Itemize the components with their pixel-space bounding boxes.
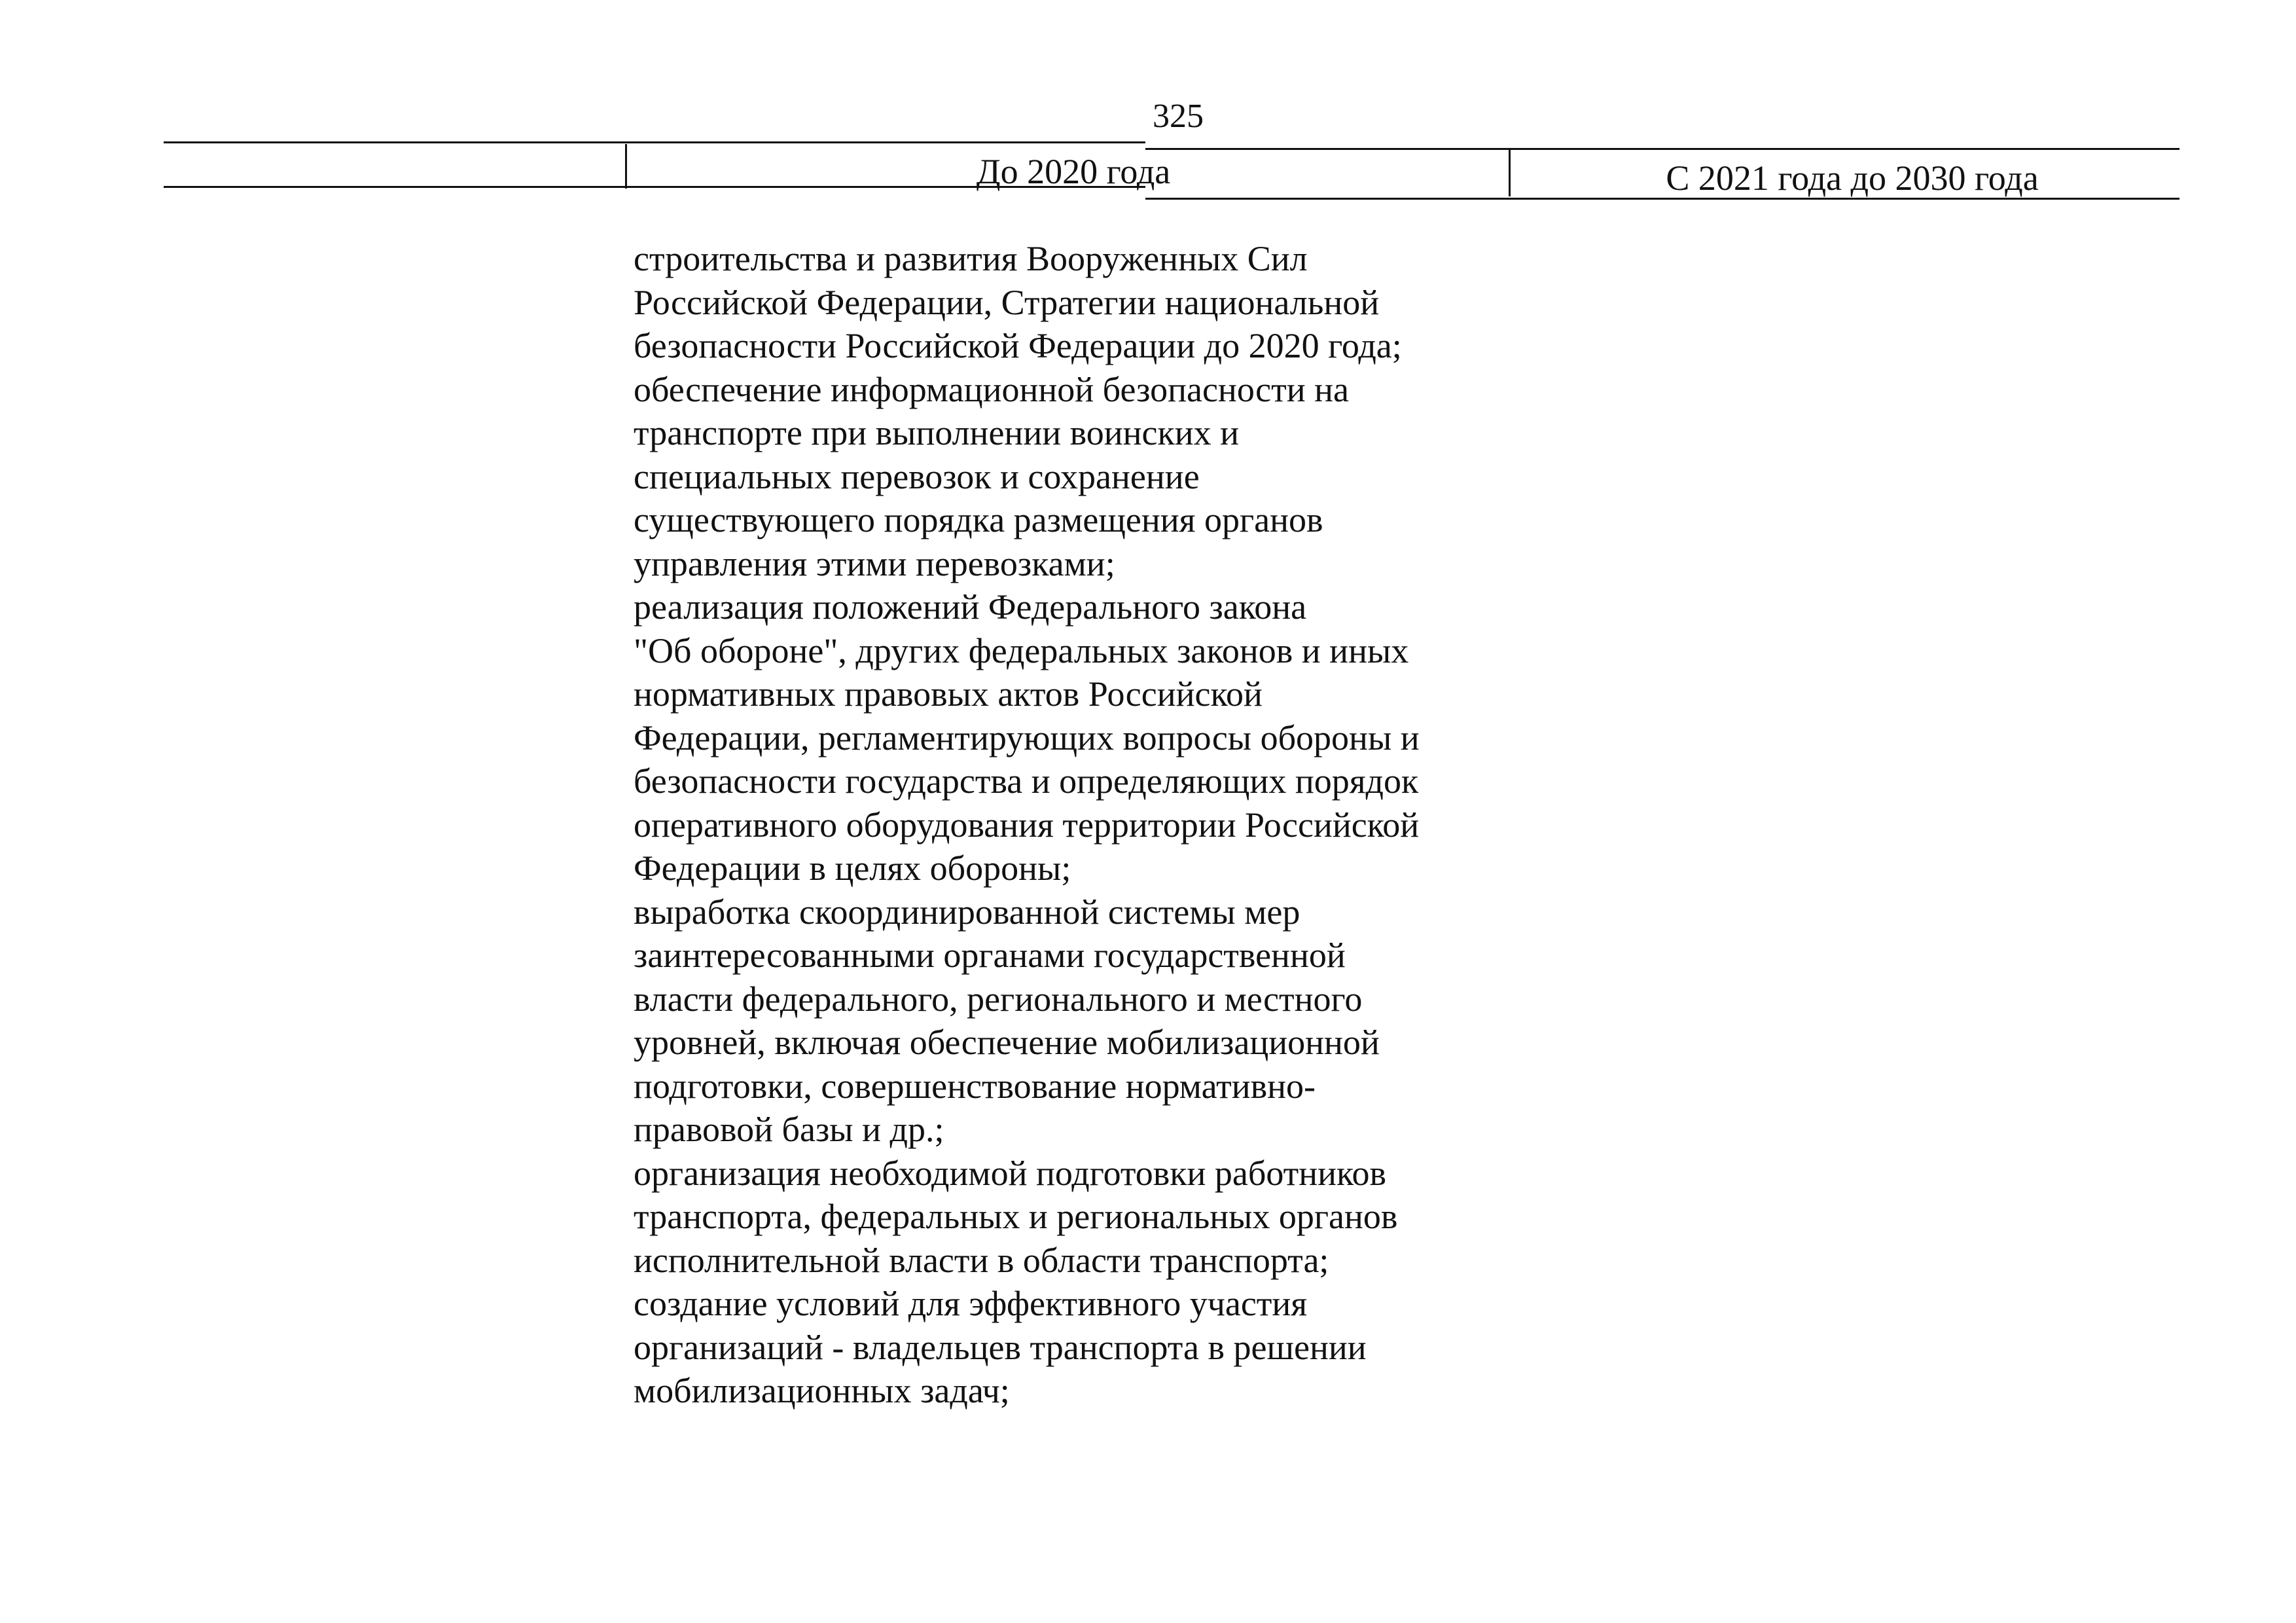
text-line: правовой базы и др.; [634, 1110, 944, 1149]
text-line: выработка скоординированной системы мер [634, 892, 1300, 932]
text-line: организаций - владельцев транспорта в решении [634, 1327, 1367, 1367]
text-line: реализация положений Федерального закона [634, 587, 1307, 627]
text-line: транспорта, федеральных и региональных органов [634, 1197, 1398, 1236]
main-text [634, 237, 1537, 1413]
text-line: уровней, включая обеспечение мобилизационной [634, 1023, 1380, 1062]
header-top-rule-right [1145, 148, 2179, 150]
text-line: организация необходимой подготовки работников [634, 1153, 1387, 1193]
text-line: существующего порядка размещения органов [634, 500, 1323, 539]
column-header-2021-2030: С 2021 года до 2030 года [1666, 158, 2039, 198]
text-line: "Об обороне", других федеральных законов и иных [634, 630, 1409, 670]
text-line: обеспечение информационной безопасности на [634, 369, 1349, 409]
header-top-rule-left [164, 141, 1145, 143]
page-number: 325 [1153, 98, 1204, 135]
column-divider-2 [1509, 149, 1511, 196]
text-line: подготовки, совершенствование нормативно- [634, 1066, 1316, 1106]
header-bottom-rule-right [1145, 198, 2179, 200]
text-line: заинтересованными органами государственной [634, 936, 1346, 975]
column-header-until-2020: До 2020 года [976, 152, 1171, 191]
text-line: мобилизационных задач; [634, 1371, 1010, 1410]
table-header [0, 0, 2296, 210]
text-line: Федерации, регламентирующих вопросы обороны и [634, 718, 1420, 757]
text-line: управления этими перевозками; [634, 543, 1115, 583]
text-line: специальных перевозок и сохранение [634, 456, 1200, 496]
column-divider-1 [625, 144, 627, 189]
text-line: Российской Федерации, Стратегии национальной [634, 282, 1380, 322]
text-line: безопасности Российской Федерации до 2020 года; [634, 326, 1402, 365]
text-line: транспорте при выполнении воинских и [634, 413, 1240, 452]
text-line: строительства и развития Вооруженных Сил [634, 239, 1308, 278]
text-line: Федерации в целях обороны; [634, 848, 1071, 888]
text-line: создание условий для эффективного участия [634, 1284, 1308, 1323]
text-line: оперативного оборудования территории Российской [634, 805, 1420, 845]
text-line: исполнительной власти в области транспорта; [634, 1240, 1329, 1280]
text-line: безопасности государства и определяющих порядок [634, 761, 1419, 801]
text-line: власти федерального, регионального и местного [634, 979, 1363, 1019]
text-line: нормативных правовых актов Российской [634, 674, 1263, 714]
